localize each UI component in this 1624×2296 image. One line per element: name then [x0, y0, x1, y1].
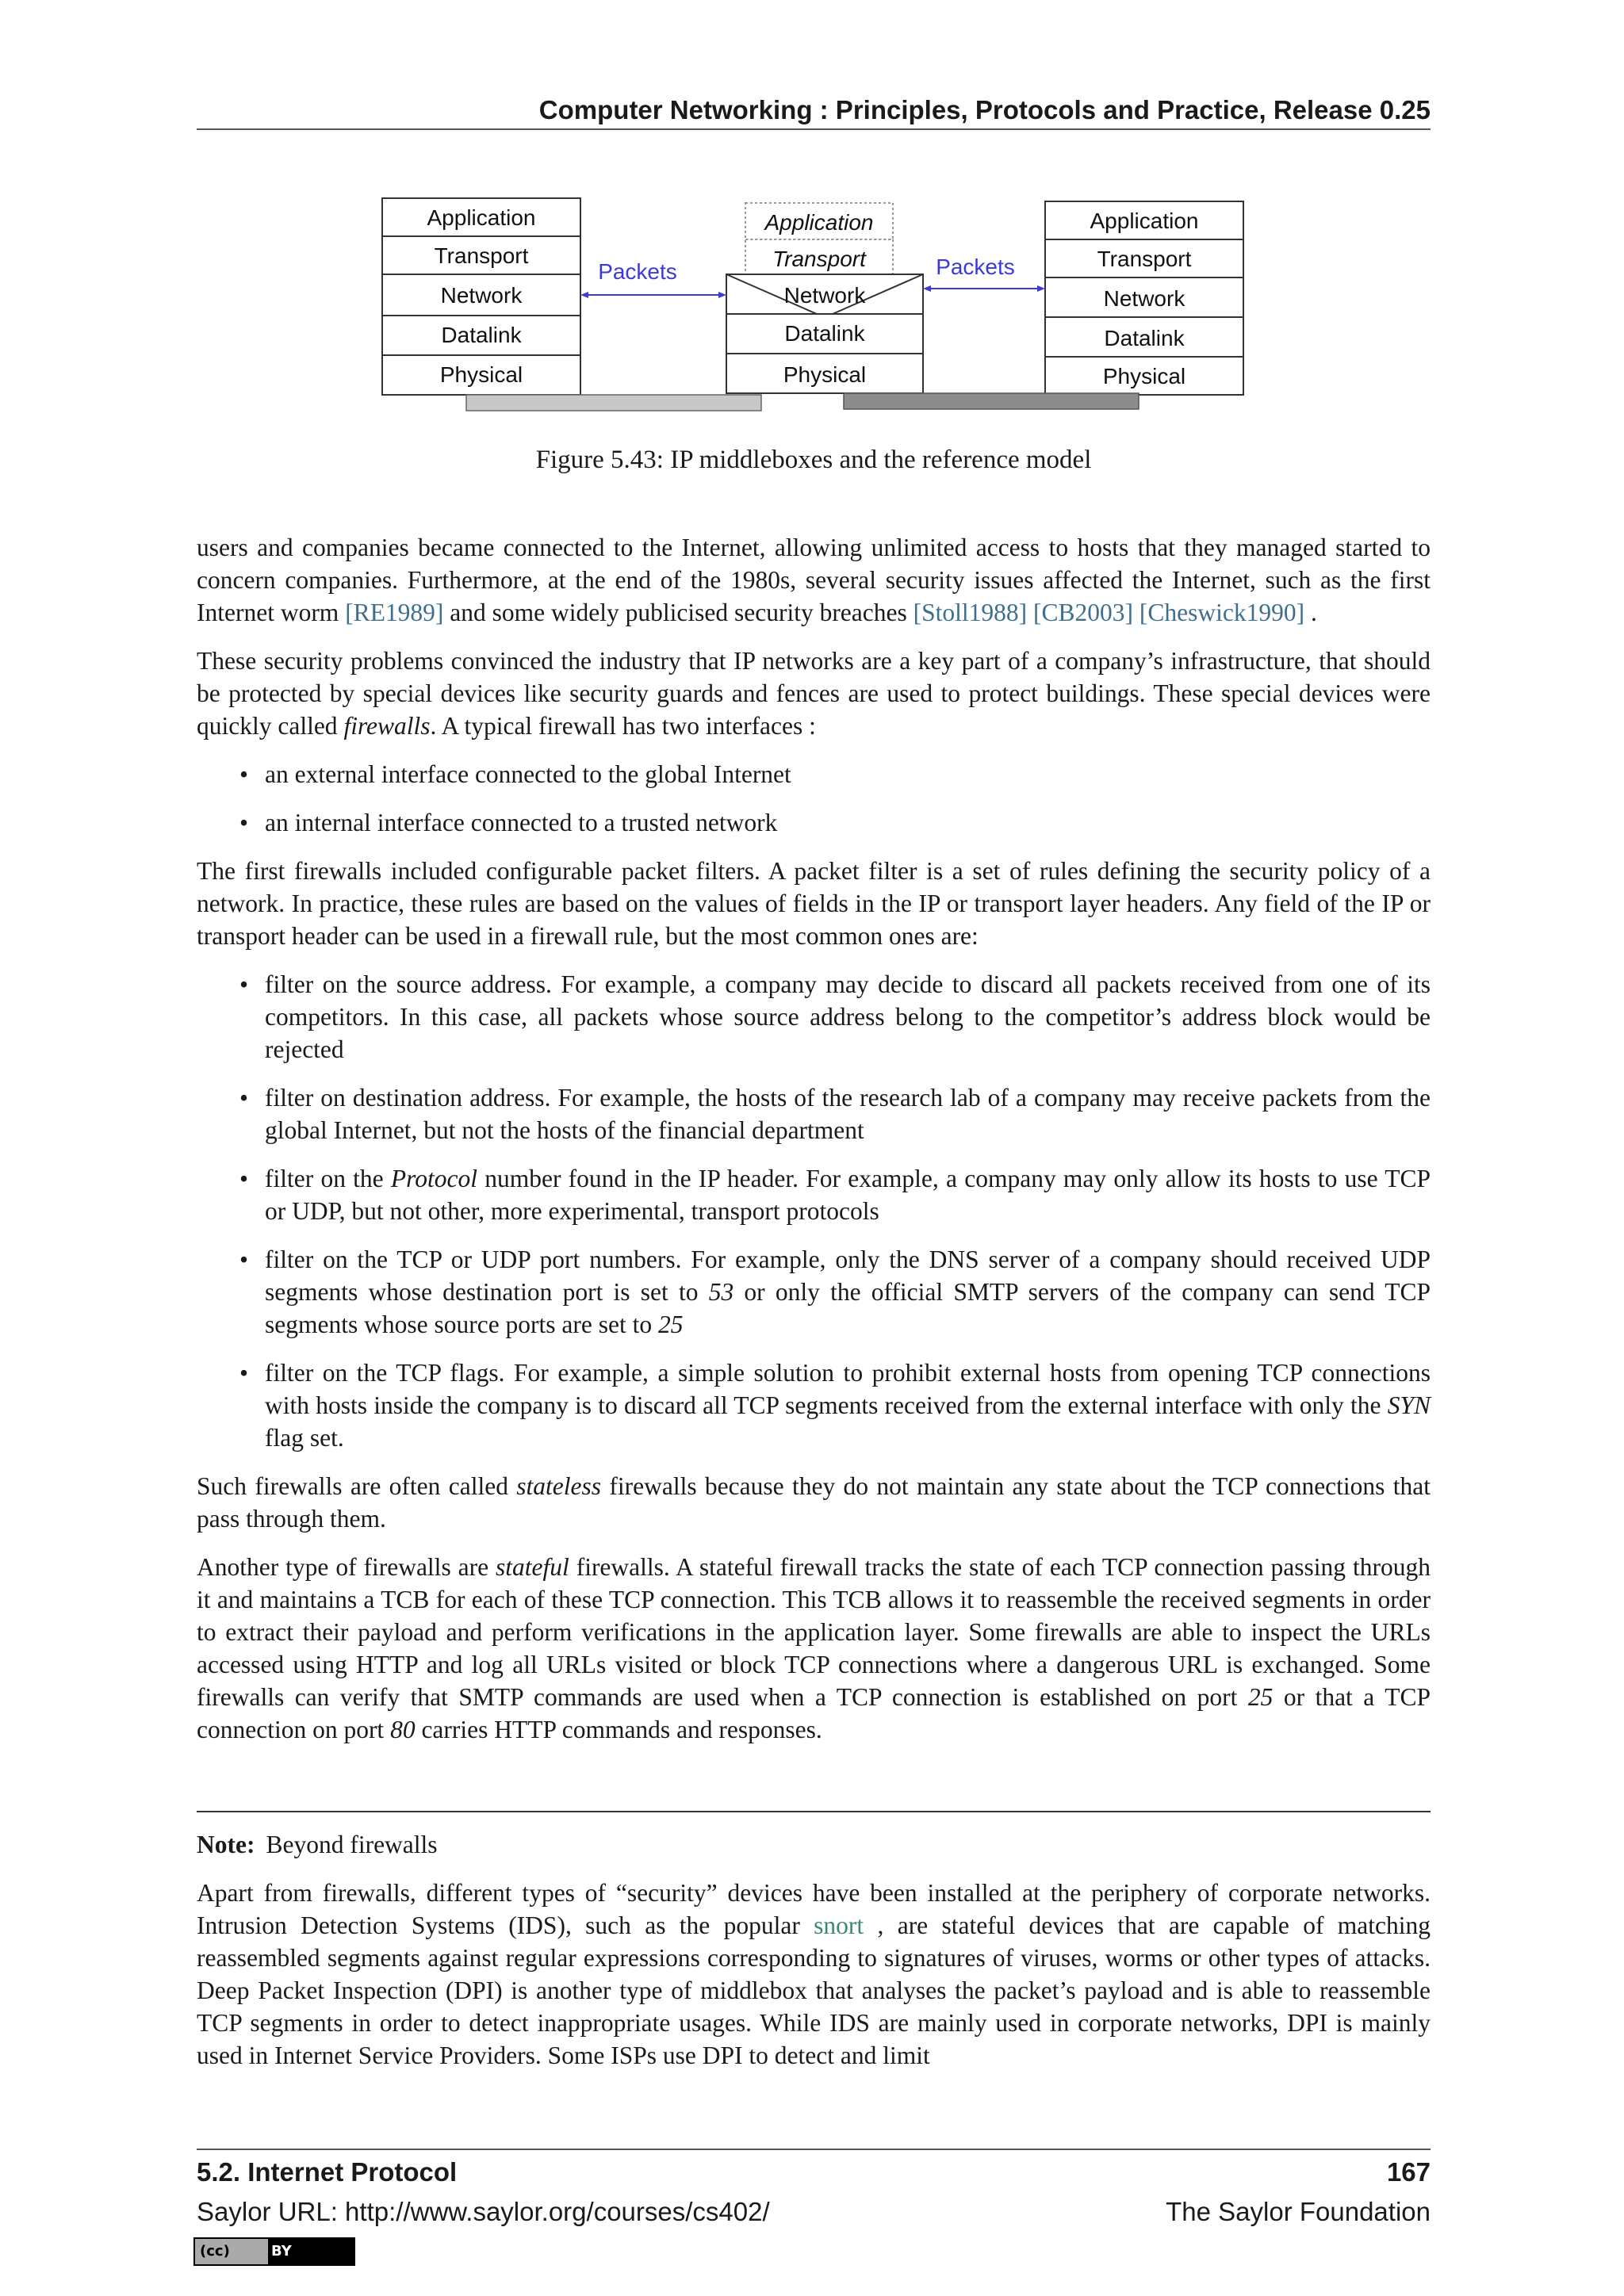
bullet-icon: • [239, 760, 249, 788]
emphasis-protocol: Protocol [390, 1165, 477, 1192]
list-item-text: an external interface connected to the global Internet [265, 760, 791, 788]
emphasis-port-25: 25 [658, 1311, 684, 1338]
paragraph-security-issues [197, 531, 1431, 629]
by-icon: BY [271, 2243, 292, 2260]
paragraph-text: These security problems convinced the industry that IP networks are a key part of a company’s infrastructure, that should be protected by special devices like security guards and fences are used to protect buildings. These special devices were quickly called [197, 647, 1431, 740]
left-arrow-head-end [718, 292, 726, 298]
note-box [197, 1828, 1431, 2087]
paragraph-text: Another type of firewalls are [197, 1553, 496, 1581]
bullet-icon: • [239, 1359, 249, 1387]
note-top-rule [197, 1811, 1431, 1812]
bullet-icon: • [239, 1084, 249, 1112]
note-label: Note: [197, 1831, 255, 1858]
page-number: 167 [1386, 2157, 1431, 2187]
middle-layer-application: Application [764, 210, 874, 235]
list-item [197, 1081, 1431, 1146]
right-layer-physical: Physical [1102, 364, 1186, 388]
left-layer-datalink: Datalink [441, 323, 522, 347]
snort-link[interactable]: snort [814, 1911, 864, 1939]
paragraph-text: firewalls. A stateful firewall tracks the state of each TCP connection passing through it and maintains a TCB for each of these TCP connection. This TCB allows it to reassemble the received segments in order to extract their payload and perform verifications in the application layer. Some firewalls are able to inspect the URLs accessed using HTTP and log all URLs visited or block TCP connections where a dangerous URL is exchanged. Some firewalls can verify that SMTP commands are used when a TCP connection is established on port [197, 1553, 1431, 1711]
middlebox-stack [726, 203, 923, 393]
note-heading [197, 1828, 1431, 1861]
note-title: Beyond firewalls [266, 1831, 438, 1858]
emphasis-port-80: 80 [390, 1716, 416, 1743]
middle-layer-network: Network [783, 283, 866, 308]
list-item [197, 968, 1431, 1066]
list-item-text: filter on the [265, 1165, 391, 1192]
list-item-text: flag set. [265, 1424, 344, 1452]
left-network-segment [466, 395, 761, 411]
bullet-icon: • [239, 809, 249, 836]
emphasis-port-25: 25 [1247, 1683, 1274, 1711]
paragraph-text: , are stateful devices that are capable of matching reassembled segments against regular expressions corresponding to signatures of viruses, worms or other types of attacks. Deep Packet Inspection (DPI) is another type of middlebox that analyses the packet’s payload and is able to reassemble TCP segments in order to detect inappropriate usages. While IDS are mainly used in corporate networks, DPI is mainly used in Internet Service Providers. Some ISPs use DPI to detect and limit [197, 1911, 1431, 2069]
left-arrow-head-start [580, 292, 588, 298]
citation-cheswick1990[interactable]: [Cheswick1990] [1139, 599, 1305, 626]
emphasis-stateful: stateful [496, 1553, 569, 1581]
list-item-text: filter on the TCP flags. For example, a simple solution to prohibit external hosts from opening TCP connections with hosts inside the company is to discard all TCP segments received from the external interface with only the [265, 1359, 1431, 1419]
figure-svg [373, 192, 1253, 414]
middle-layer-datalink: Datalink [784, 321, 865, 346]
left-layer-application: Application [427, 205, 536, 230]
left-layer-network: Network [440, 283, 523, 308]
right-packets-label: Packets [936, 254, 1015, 279]
list-item [197, 758, 1431, 790]
paragraph-text: users and companies became connected to the Internet, allowing unlimited access to hosts that they managed started to concern companies. Furthermore, at the end of the 1980s, several security issues affected the Internet, such as the first Internet worm [197, 534, 1431, 626]
paragraph-text: . A typical firewall has two interfaces : [430, 712, 816, 740]
paragraph-stateless [197, 1470, 1431, 1535]
cc-by-license-badge [193, 2237, 355, 2266]
paragraph-stateful [197, 1551, 1431, 1746]
emphasis-syn: SYN [1387, 1391, 1431, 1419]
paragraph-text: or that a TCP connection on port [197, 1683, 1431, 1743]
right-layer-datalink: Datalink [1104, 326, 1185, 350]
emphasis-stateless: stateless [516, 1472, 602, 1500]
list-item [197, 1162, 1431, 1227]
publisher-name: The Saylor Foundation [1166, 2197, 1431, 2226]
header-rule [197, 128, 1431, 130]
interfaces-list [197, 758, 1431, 839]
middle-layer-physical: Physical [783, 362, 867, 387]
bullet-icon: • [239, 1246, 249, 1273]
paragraph-text: Apart from firewalls, different types of “security” devices have been installed at the periphery of corporate networks. Intrusion Detection Systems (IDS), such as the popular [197, 1879, 1431, 1939]
list-item-text: an internal interface connected to a trusted network [265, 809, 778, 836]
cc-icon: (cc) [195, 2239, 268, 2264]
paragraph-text: . [1304, 599, 1317, 626]
bullet-icon: • [239, 1165, 249, 1192]
paragraph-text: carries HTTP commands and responses. [415, 1716, 822, 1743]
middle-layer-transport: Transport [772, 247, 866, 271]
right-layer-application: Application [1090, 209, 1199, 233]
right-host-stack [1045, 201, 1243, 395]
right-network-segment [844, 393, 1139, 409]
right-arrow-head-start [923, 285, 931, 292]
saylor-url: Saylor URL: http://www.saylor.org/courses/cs402/ [197, 2197, 770, 2226]
left-layer-physical: Physical [439, 362, 523, 387]
footer-section-title: 5.2. Internet Protocol [197, 2157, 458, 2187]
figure-caption: Figure 5.43: IP middleboxes and the reference model [535, 446, 1092, 474]
left-packets-label: Packets [598, 259, 677, 284]
list-item-text: or only the official SMTP servers of the company can send TCP segments whose source ports are set to [265, 1278, 1431, 1338]
list-item-text: filter on the source address. For example, a company may decide to discard all packets received from one of its competitors. In this case, all packets whose source address belong to the competitor’s address block would be rejected [265, 970, 1431, 1063]
list-item [197, 806, 1431, 839]
citation-re1989[interactable]: [RE1989] [345, 599, 444, 626]
list-item-text: filter on the TCP or UDP port numbers. For example, only the DNS server of a company should received UDP segments whose destination port is set to [265, 1246, 1431, 1306]
emphasis-port-53: 53 [708, 1278, 734, 1306]
left-layer-transport: Transport [434, 243, 529, 268]
body-text [197, 531, 1431, 1762]
emphasis-firewalls: firewalls [343, 712, 431, 740]
right-layer-transport: Transport [1097, 247, 1192, 271]
filters-list [197, 968, 1431, 1454]
list-item [197, 1243, 1431, 1341]
citation-stoll1988[interactable]: [Stoll1988] [913, 599, 1028, 626]
paragraph-text: Such firewalls are often called [197, 1472, 517, 1500]
left-host-stack [382, 198, 580, 395]
list-item-text: number found in the IP header. For example, a company may only allow its hosts to use TCP or UDP, but not other, more experimental, transport protocols [265, 1165, 1431, 1225]
paragraph-text: and some widely publicised security breaches [443, 599, 914, 626]
list-item-text: filter on destination address. For example, the hosts of the research lab of a company may receive packets from the global Internet, but not the hosts of the financial department [265, 1084, 1431, 1144]
bullet-icon: • [239, 970, 249, 998]
paragraph-firewalls-intro [197, 645, 1431, 742]
right-arrow-head-end [1037, 285, 1045, 292]
paragraph-text: firewalls because they do not maintain any state about the TCP connections that pass through them. [197, 1472, 1431, 1533]
right-layer-network: Network [1103, 286, 1185, 311]
footer-rule [197, 2149, 1431, 2150]
running-header: Computer Networking : Principles, Protocols and Practice, Release 0.25 [538, 95, 1431, 124]
citation-cb2003[interactable]: [CB2003] [1033, 599, 1134, 626]
paragraph-packet-filters: The first firewalls included configurable packet filters. A packet filter is a set of rules defining the security policy of a network. In practice, these rules are based on the values of fields in the IP or transport layer headers. Any field of the IP or transport header can be used in a firewall rule, but the most common ones are: [197, 857, 1431, 950]
list-item [197, 1357, 1431, 1454]
note-paragraph [197, 1877, 1431, 2072]
figure-middlebox-diagram [373, 192, 1253, 414]
